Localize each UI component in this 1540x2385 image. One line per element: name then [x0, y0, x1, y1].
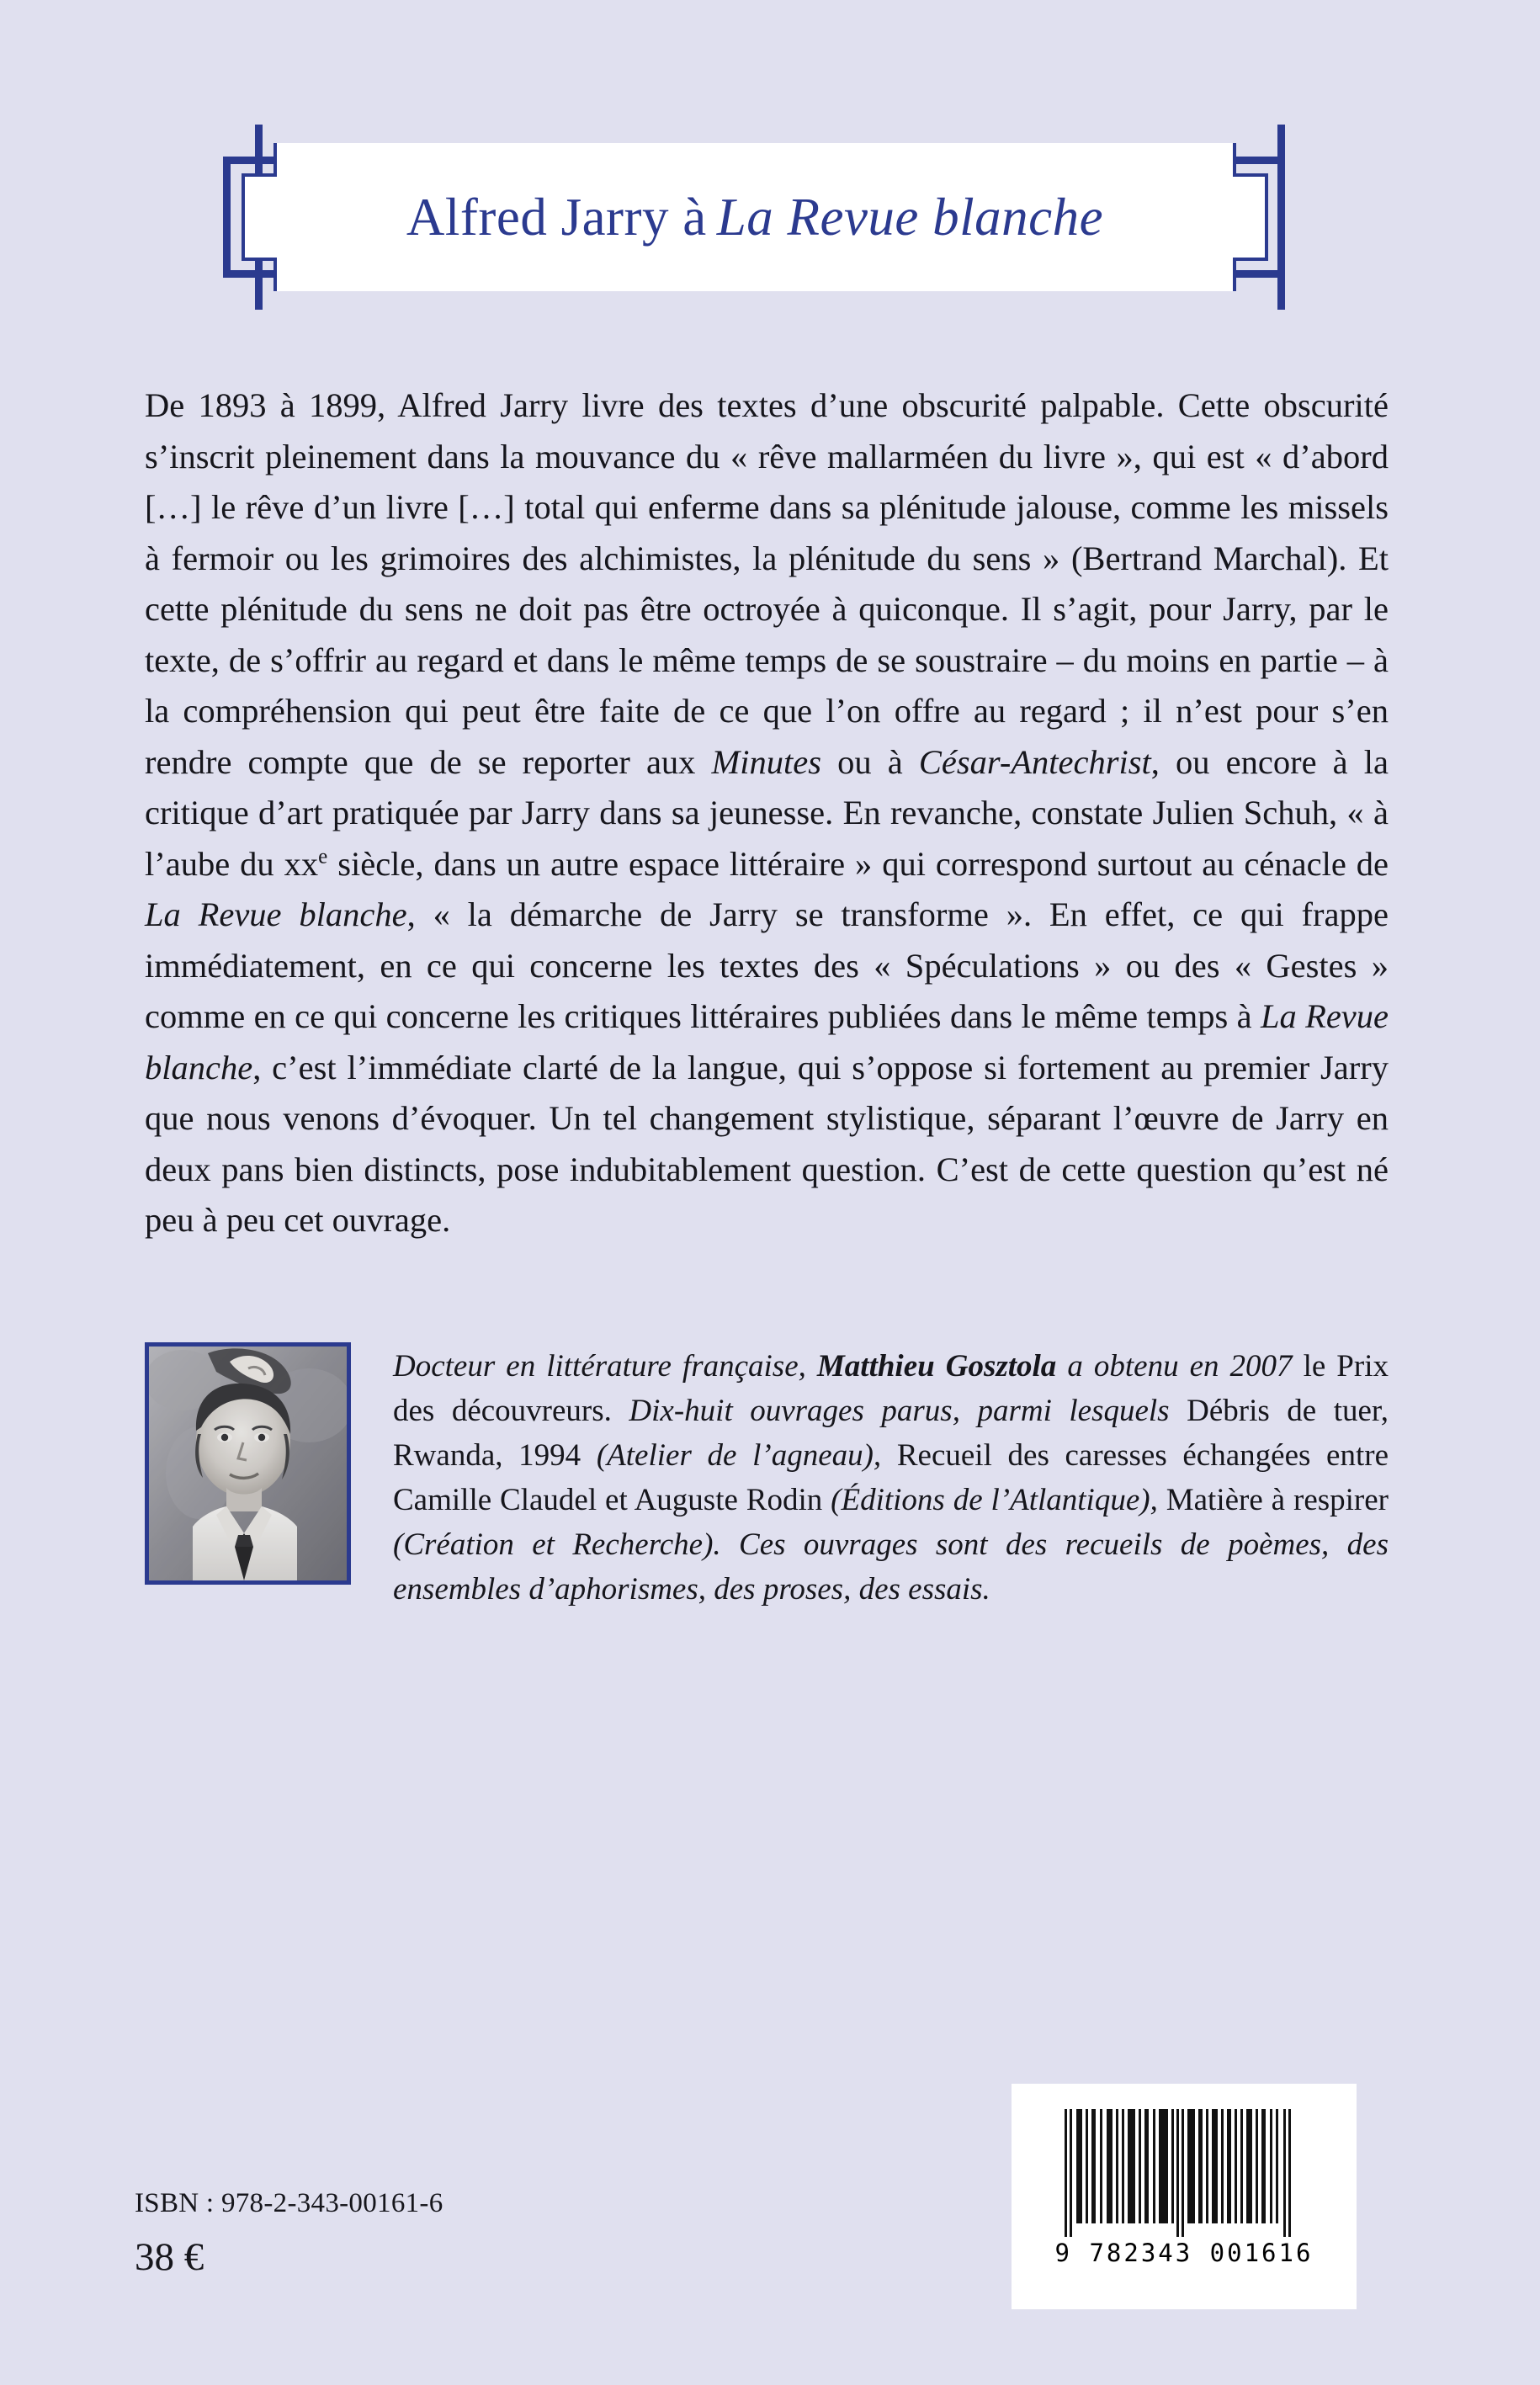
barcode-panel	[1012, 2084, 1357, 2309]
author-bio-text: Docteur en littérature française, Matthieu Gosztola a obtenu en 2007 le Prix des découvreurs. Dix-huit ouvrages parus, parmi lesquels Débris de tuer, Rwanda, 1994 (Atelier de l’agneau), Recueil des caresses échangées entre Camille Claudel et Auguste Rodin (Éditions de l’Atlantique), Matière à respirer (Création et Recherche). Ces ouvrages sont des recueils de poèmes, des ensembles d’aphorismes, des proses, des essais.	[393, 1349, 1389, 1607]
author-photo	[145, 1342, 351, 1585]
back-cover-blurb: De 1893 à 1899, Alfred Jarry livre des textes d’une obscurité palpable. Cette obscurité s’inscrit pleinement dans la mouvance du « rêve mallarméen du livre », qui est « d’abord […] le rêve d’un livre […] total qui enferme dans sa plénitude jalouse, comme les missels à fermoir ou les grimoires des alchimistes, la plénitude du sens » (Bertrand Marchal). Et cette plénitude du sens ne doit pas être octroyée à quiconque. Il s’agit, pour Jarry, par le texte, de s’offrir au regard et dans le même temps de se soustraire – du moins en partie – à la compréhension qui peut être faite de ce que l’on offre au regard ; il n’est pour s’en rendre compte que de se reporter aux Minutes ou à César-Antechrist, ou encore à la critique d’art pratiquée par Jarry dans sa jeunesse. En revanche, constate Julien Schuh, « à l’aube du $xx^e$ siècle, dans un autre espace littéraire » qui correspond surtout au cénacle de La Revue blanche, « la démarche de Jarry se transforme ». En effet, ce qui frappe immédiatement, en ce qui concerne les textes des « Spéculations » ou des « Gestes » comme en ce qui concerne les critiques littéraires publiées dans le même temps à La Revue blanche, c’est l’immédiate clarté de la langue, qui s’oppose si fortement au premier Jarry que nous venons d’évoquer. Un tel changement stylistique, séparant l’œuvre de Jarry en deux pans bien distincts, pose indubitablement question. C’est de cette question qu’est né peu à peu cet ouvrage.	[145, 386, 1389, 1239]
barcode-digits: 9 782343 001616	[1054, 2239, 1314, 2267]
price-text: 38 €	[135, 2235, 204, 2279]
title-frame	[223, 125, 1317, 314]
book-title-roman: Alfred Jarry à	[406, 187, 707, 247]
book-title-italic: La Revue blanche	[716, 187, 1104, 247]
portrait-image	[149, 1347, 347, 1580]
barcode-image	[1058, 2109, 1310, 2237]
book-title	[277, 146, 1233, 288]
isbn-text: ISBN : 978-2-343-00161-6	[135, 2188, 443, 2218]
